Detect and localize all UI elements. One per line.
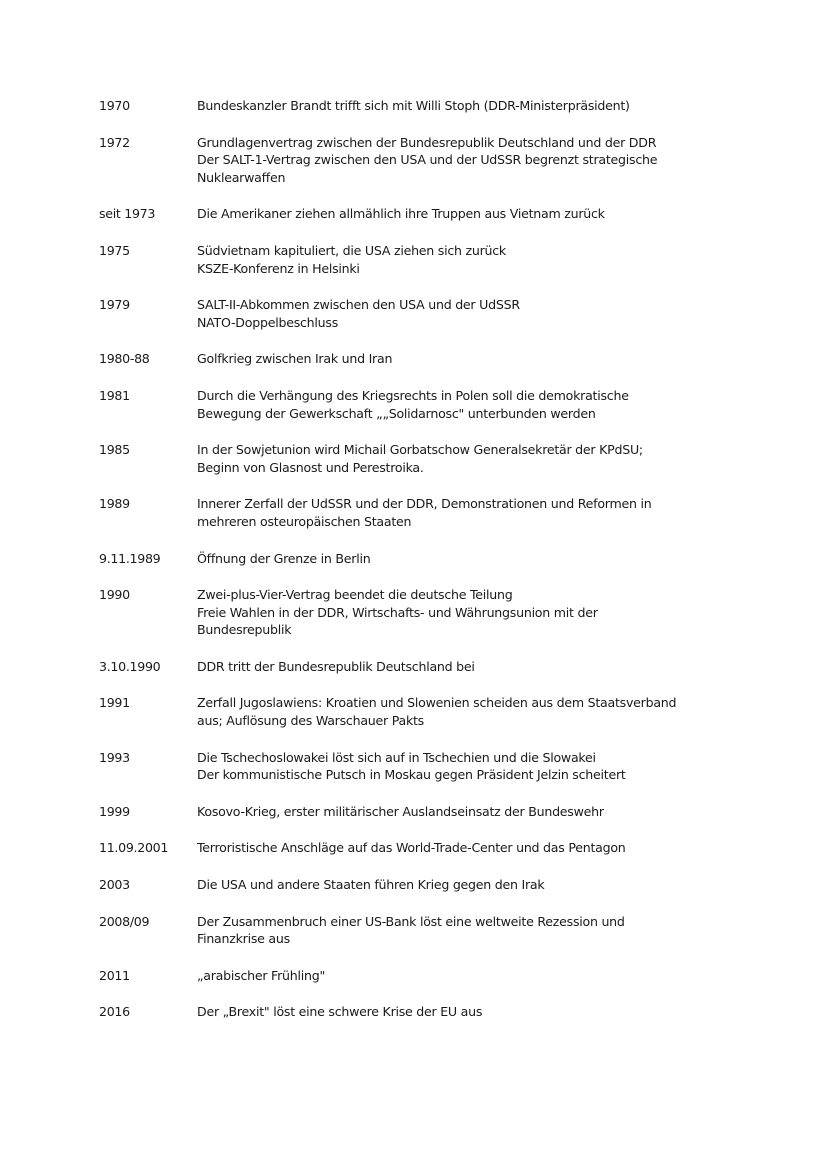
entry-description-line: Die Tschechoslowakei löst sich auf in Tschechien und die Slowakei <box>197 749 596 765</box>
entry-description-line: Nuklearwaffen <box>197 169 286 185</box>
entry-date: 11.09.2001 <box>99 840 169 856</box>
timeline-entry <box>99 694 738 729</box>
entry-description-line: Der „Brexit" löst eine schwere Krise der EU aus <box>197 1004 483 1020</box>
entry-date: 1980-88 <box>99 351 150 367</box>
entry-description-line: Öffnung der Grenze in Berlin <box>197 550 371 566</box>
entry-description-line: Finanzkrise aus <box>197 931 290 947</box>
entry-date: 1990 <box>99 587 130 603</box>
entry-description <box>197 658 738 676</box>
timeline-entry <box>99 876 738 894</box>
timeline-entry <box>99 803 738 821</box>
entry-description-line: KSZE-Konferenz in Helsinki <box>197 260 360 276</box>
timeline-entry <box>99 586 738 639</box>
timeline-entry <box>99 839 738 857</box>
entry-description <box>197 913 738 948</box>
entry-description <box>197 967 738 985</box>
timeline-entry <box>99 242 738 277</box>
timeline-entry <box>99 387 738 422</box>
timeline-entry <box>99 134 738 187</box>
entry-date: seit 1973 <box>99 206 156 222</box>
entry-description <box>197 350 738 368</box>
entry-description <box>197 749 738 784</box>
entry-date: 1972 <box>99 134 130 150</box>
entry-date: 1970 <box>99 98 130 113</box>
entry-description-line: Die USA und andere Staaten führen Krieg gegen den Irak <box>197 877 545 893</box>
entry-date: 2008/09 <box>99 913 150 929</box>
timeline-entry <box>99 913 738 948</box>
entry-description-line: Innerer Zerfall der UdSSR und der DDR, Demonstrationen und Reformen in <box>197 496 652 512</box>
entry-date: 1975 <box>99 242 130 258</box>
entry-description-line: aus; Auflösung des Warschauer Pakts <box>197 713 424 729</box>
entry-description-line: Bundeskanzler Brandt trifft sich mit Willi Stoph (DDR-Ministerpräsident) <box>197 98 630 113</box>
entry-description-line: Südvietnam kapituliert, die USA ziehen sich zurück <box>197 242 506 258</box>
entry-date: 2011 <box>99 967 130 983</box>
entry-description <box>197 387 738 422</box>
timeline-entry <box>99 550 738 568</box>
entry-description <box>197 97 738 115</box>
entry-description-line: Grundlagenvertrag zwischen der Bundesrepublik Deutschland und der DDR <box>197 134 657 150</box>
entry-date: 2003 <box>99 877 130 893</box>
entry-description-line: Kosovo-Krieg, erster militärischer Auslandseinsatz der Bundeswehr <box>197 803 604 819</box>
entry-description-line: Zwei-plus-Vier-Vertrag beendet die deutsche Teilung <box>197 587 513 603</box>
entry-date: 1989 <box>99 496 130 512</box>
entry-description <box>197 839 738 857</box>
entry-date: 1991 <box>99 695 130 711</box>
entry-description-line: Zerfall Jugoslawiens: Kroatien und Slowenien scheiden aus dem Staatsverband <box>197 695 677 711</box>
entry-date: 1979 <box>99 297 130 313</box>
entry-description <box>197 1003 738 1021</box>
entry-description-line: Golfkrieg zwischen Irak und Iran <box>197 351 393 367</box>
entry-description-line: Freie Wahlen in der DDR, Wirtschafts- und Währungsunion mit der <box>197 604 598 620</box>
entry-date: 2016 <box>99 1004 130 1020</box>
entry-description-line: In der Sowjetunion wird Michail Gorbatschow Generalsekretär der KPdSU; <box>197 442 643 458</box>
entry-date: 3.10.1990 <box>99 658 161 674</box>
entry-description <box>197 876 738 894</box>
entry-description-line: SALT-II-Abkommen zwischen den USA und der UdSSR <box>197 297 520 313</box>
entry-description-line: Bewegung der Gewerkschaft „„Solidarnosc" unterbunden werden <box>197 405 596 421</box>
entry-description <box>197 296 738 331</box>
timeline-entry <box>99 296 738 331</box>
entry-description-line: Die Amerikaner ziehen allmählich ihre Truppen aus Vietnam zurück <box>197 206 605 222</box>
entry-description <box>197 495 738 530</box>
timeline-entry <box>99 1003 738 1021</box>
entry-description-line: Der SALT-1-Vertrag zwischen den USA und der UdSSR begrenzt strategische <box>197 152 658 168</box>
entry-description <box>197 550 738 568</box>
entry-description-line: Der kommunistische Putsch in Moskau gegen Präsident Jelzin scheitert <box>197 767 626 783</box>
timeline-entry <box>99 350 738 368</box>
timeline-entry <box>99 441 738 476</box>
timeline-entry <box>99 967 738 985</box>
entry-date: 1993 <box>99 749 130 765</box>
entry-description-line: Beginn von Glasnost und Perestroika. <box>197 459 424 475</box>
entry-date: 9.11.1989 <box>99 550 161 566</box>
entry-description <box>197 586 738 639</box>
entry-description-line: Der Zusammenbruch einer US-Bank löst eine weltweite Rezession und <box>197 913 625 929</box>
timeline <box>99 97 738 1040</box>
entry-description <box>197 134 738 187</box>
entry-description-line: DDR tritt der Bundesrepublik Deutschland bei <box>197 658 475 674</box>
entry-description <box>197 803 738 821</box>
entry-description-line: NATO-Doppelbeschluss <box>197 314 339 330</box>
entry-description <box>197 441 738 476</box>
entry-description-line: „arabischer Frühling" <box>197 967 326 983</box>
entry-description-line: Bundesrepublik <box>197 622 292 638</box>
timeline-entry <box>99 749 738 784</box>
entry-date: 1985 <box>99 442 130 458</box>
timeline-entry <box>99 495 738 530</box>
entry-description-line: Terroristische Anschläge auf das World-Trade-Center und das Pentagon <box>197 840 626 856</box>
entry-description-line: Durch die Verhängung des Kriegsrechts in Polen soll die demokratische <box>197 387 629 403</box>
entry-description <box>197 694 738 729</box>
entry-description <box>197 242 738 277</box>
timeline-entry <box>99 97 738 115</box>
entry-date: 1999 <box>99 803 130 819</box>
entry-date: 1981 <box>99 387 130 403</box>
entry-description <box>197 205 738 223</box>
entry-description-line: mehreren osteuropäischen Staaten <box>197 513 412 529</box>
timeline-entry <box>99 658 738 676</box>
timeline-entry <box>99 205 738 223</box>
